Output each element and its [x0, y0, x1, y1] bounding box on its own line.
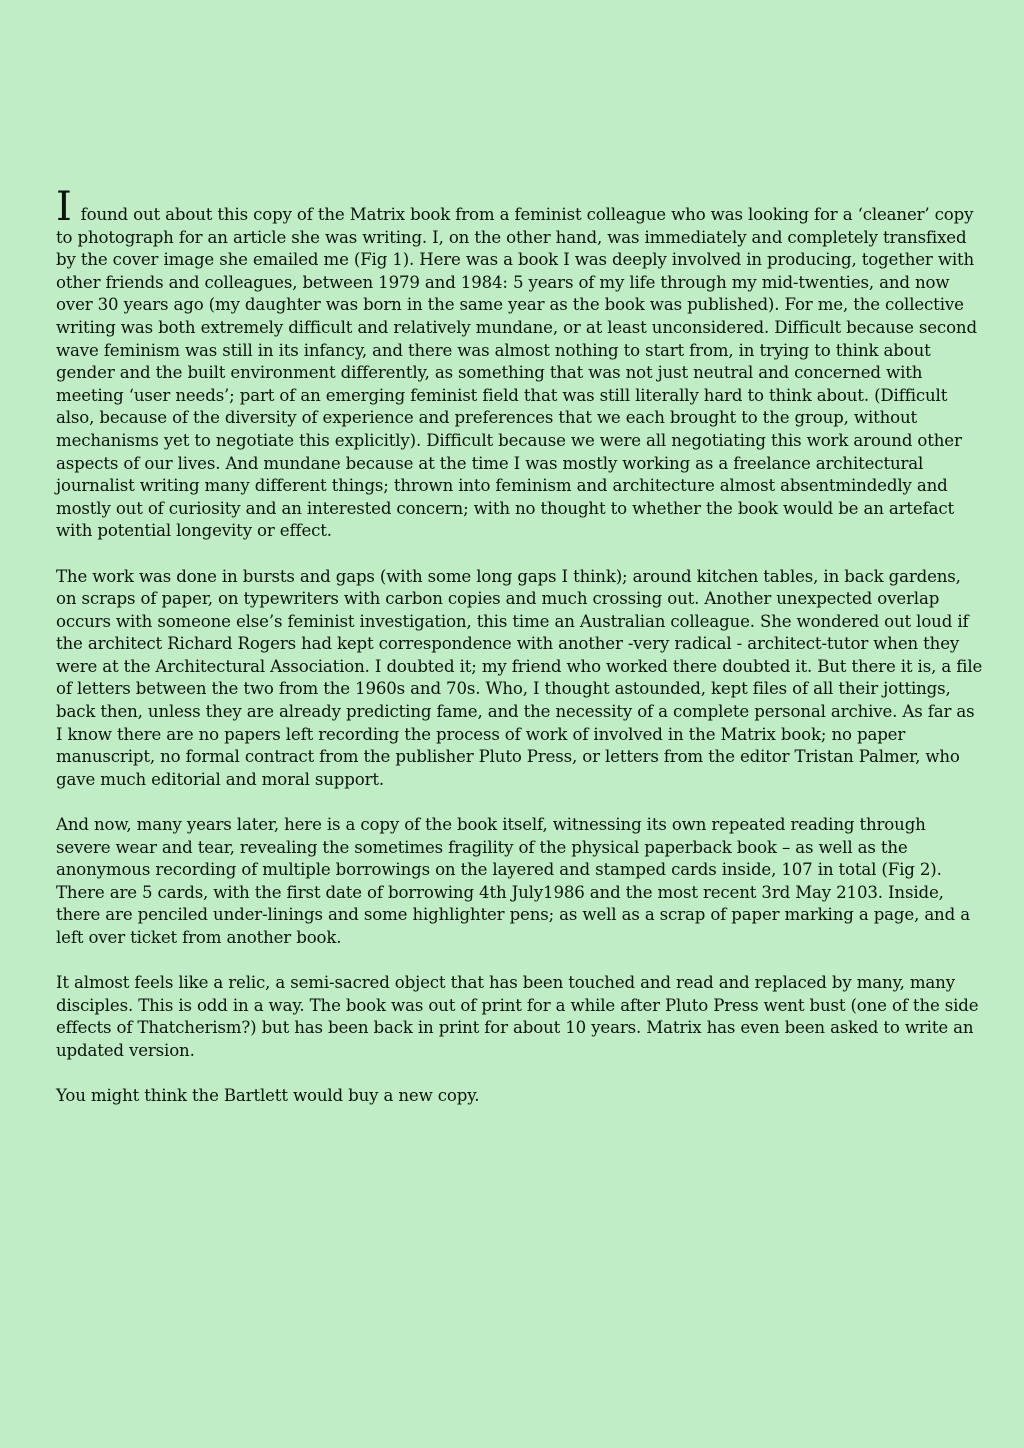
- paragraph-4: It almost feels like a relic, a semi-sacred object that has been touched and read and replaced by many, many disciples. This is odd in a way. The book was out of print for a while after Pluto Press went bust (one of the side effects of Thatcherism?) but has been back in print for about 10 years. Matrix has even been asked to write an updated version.: [56, 973, 979, 1060]
- article-body: [56, 184, 984, 1130]
- paragraph-5: You might think the Bartlett would buy a new copy.: [56, 1086, 480, 1106]
- paragraph-3: And now, many years later, here is a copy of the book itself, witnessing its own repeated reading through severe wear and tear, revealing the sometimes fragility of the physical paperback book – as well as the anonymous recording of multiple borrowings on the layered and stamped cards inside, 107 in total (Fig 2). There are 5 cards, with the first date of borrowing 4th July1986 and the most recent 3rd May 2103. Inside, there are penciled under-linings and some highlighter pens; as well as a scrap of paper marking a page, and a left over ticket from another book.: [56, 815, 970, 947]
- drop-cap: I: [56, 184, 72, 230]
- paragraph-1-text: found out about this copy of the Matrix book from a feminist colleague who was looking for a ‘cleaner’ copy to photograph for an article she was writing. I, on the other hand, was immediately and completely transfixed by the cover image she emailed me (Fig 1). Here was a book I was deeply involved in producing, together with other friends and colleagues, between 1979 and 1984: 5 years of my life through my mid-twenties, and now over 30 years ago (my daughter was born in the same year as the book was published). For me, the collective writing was both extremely difficult and relatively mundane, or at least unconsidered. Difficult because second wave feminism was still in its infancy, and there was almost nothing to start from, in trying to think about gender and the built environment differently, as something that was not just neutral and concerned with meeting ‘user needs’; part of an emerging feminist field that was still literally hard to think about. (Difficult also, because of the diversity of experience and preferences that we each brought to the group, without mechanisms yet to negotiate this explicitly). Difficult because we were all negotiating this work around other aspects of our lives. And mundane because at the time I was mostly working as a freelance architectural journalist writing many different things; thrown into feminism and architecture almost absentmindedly and mostly out of curiosity and an interested concern; with no thought to whether the book would be an artefact with potential longevity or effect.: [56, 205, 977, 541]
- paragraph-1: [56, 184, 984, 543]
- paragraph-2: The work was done in bursts and gaps (with some long gaps I think); around kitchen tables, in back gardens, on scraps of paper, on typewriters with carbon copies and much crossing out. Another unexpected overlap occurs with someone else’s feminist investigation, this time an Australian colleague. She wondered out loud if the architect Richard Rogers had kept correspondence with another -very radical - architect-tutor when they were at the Architectural Association. I doubted it; my friend who worked there doubted it. But there it is, a file of letters between the two from the 1960s and 70s. Who, I thought astounded, kept files of all their jottings, back then, unless they are already predicting fame, and the necessity of a complete personal archive. As far as I know there are no papers left recording the process of work of involved in the Matrix book; no paper manuscript, no formal contract from the publisher Pluto Press, or letters from the editor Tristan Palmer, who gave much editorial and moral support.: [56, 566, 983, 789]
